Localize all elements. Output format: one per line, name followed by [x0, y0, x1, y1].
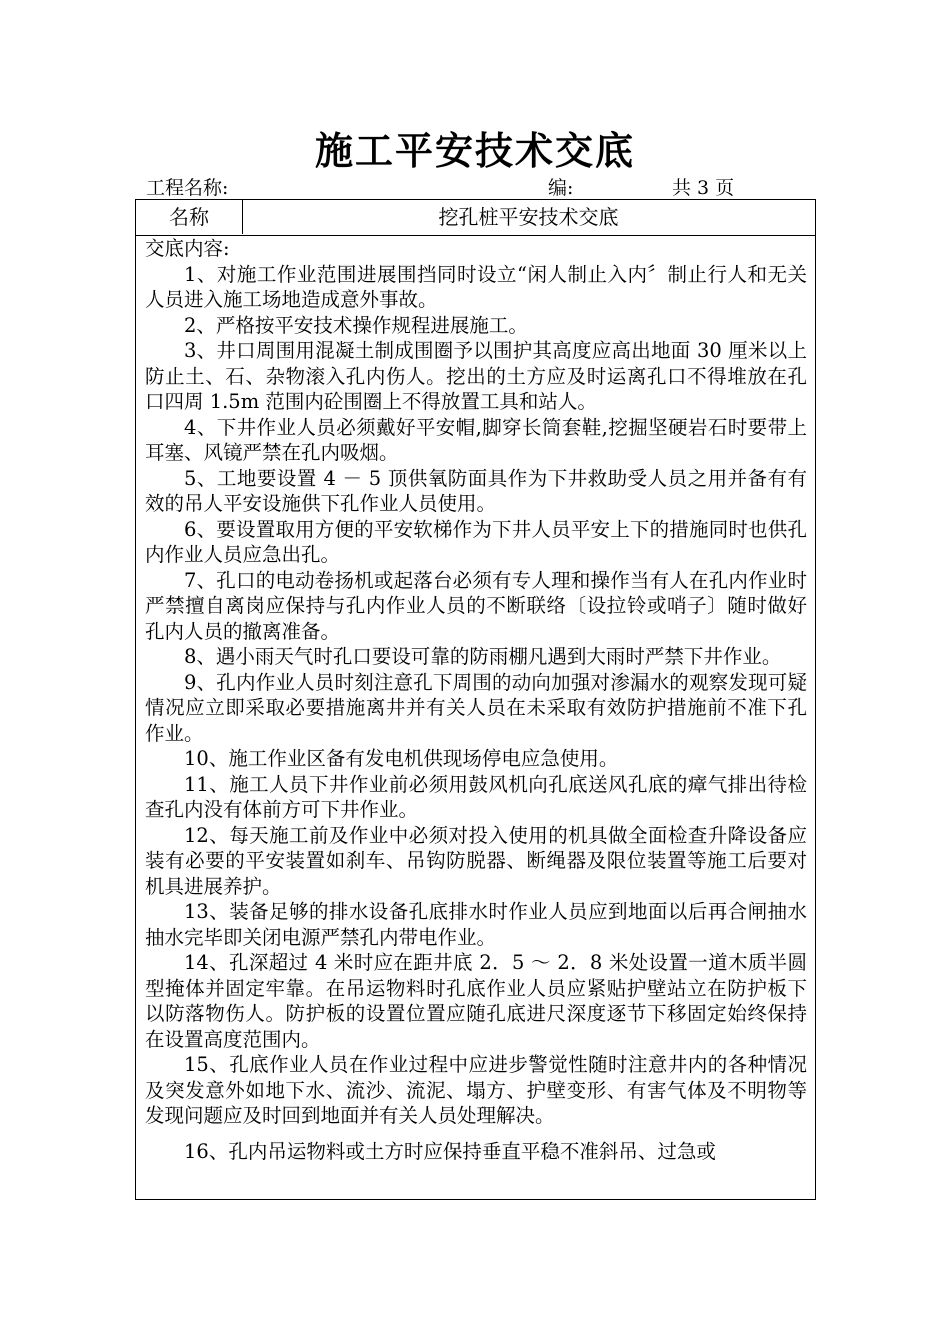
project-name-label: 工程名称: — [146, 177, 229, 199]
paragraph-9: 9、孔内作业人员时刻注意孔下周围的动向加强对渗漏水的观察发现可疑情况应立即采取必要措施离井并有关人员在未采取有效防护措施前不准下孔作业。 — [145, 670, 807, 745]
paragraph-8: 8、遇小雨天气时孔口要设可靠的防雨棚凡遇到大雨时严禁下井作业。 — [184, 645, 782, 668]
paragraph-14: 14、孔深超过 4 米时应在距井底 2．5 ～ 2．8 米处设置一道木质半圆型掩体并固定牢靠。在吊运物料时孔底作业人员应紧贴护壁站立在防护板下以防落物伤人。防护板的设置位置应随孔底进尺深度逐节下移固定始终保持在设置高度范围内。 — [145, 951, 807, 1051]
page-count: 共 3 页 — [672, 177, 735, 199]
document-title: 施工平安技术交底 — [314, 128, 635, 173]
name-row — [136, 200, 815, 236]
paragraph-10: 10、施工作业区备有发电机供现场停电应急使用。 — [184, 747, 619, 770]
paragraph-2: 2、严格按平安技术操作规程进展施工。 — [184, 313, 528, 337]
paragraph-12: 12、每天施工前及作业中必须对投入使用的机具做全面检查升降设备应装有必要的平安装置如刹车、吊钩防脱器、断绳器及限位装置等施工后要对机具进展养护。 — [145, 823, 807, 898]
paragraph-11: 11、施工人员下井作业前必须用鼓风机向孔底送风孔底的瘴气排出待检查孔内没有体前方可下井作业。 — [145, 772, 807, 821]
paragraph-1: 1、对施工作业范围进展围挡同时设立“闲人制止入内〞制止行人和无关人员进入施工场地造成意外事故。 — [145, 262, 807, 311]
name-label: 名称 — [136, 200, 243, 234]
paragraph-3: 3、井口周围用混凝土制成围圈予以围护其高度应高出地面 30 厘米以上防止土、石、杂物滚入孔内伤人。挖出的土方应及时运离孔口不得堆放在孔口四周 1.5m 范围内砼围圈上不得放置工具和站人。 — [145, 339, 807, 413]
paragraph-5: 5、工地要设置 4 － 5 顶供氧防面具作为下井救助受人员之用并备有有效的吊人平安设施供下孔作业人员使用。 — [145, 466, 807, 515]
paragraph-7: 7、孔口的电动卷扬机或起落台必须有专人理和操作当有人在孔内作业时严禁擅自离岗应保持与孔内作业人员的不断联络〔设拉铃或哨子〕随时做好孔内人员的撤离准备。 — [145, 568, 807, 643]
code-label: 编: — [548, 177, 574, 199]
paragraph-6: 6、要设置取用方便的平安软梯作为下井人员平安上下的措施同时也供孔内作业人员应急出孔。 — [145, 517, 807, 566]
content-cell — [145, 236, 807, 1164]
name-value: 挖孔桩平安技术交底 — [438, 205, 619, 229]
paragraph-4: 4、下井作业人员必须戴好平安帽,脚穿长筒套鞋,挖掘坚硬岩石时要带上耳塞、风镜严禁在孔内吸烟。 — [145, 415, 807, 464]
paragraph-13: 13、装备足够的排水设备孔底排水时作业人员应到地面以后再合闸抽水抽水完毕即关闭电源严禁孔内带电作业。 — [145, 900, 807, 949]
disclosure-table — [135, 199, 816, 1200]
paragraph-15: 15、孔底作业人员在作业过程中应进步警觉性随时注意井内的各种情况及突发意外如地下水、流沙、流泥、塌方、护壁变形、有害气体及不明物等发现问题应及时回到地面并有关人员处理解决。 — [145, 1053, 807, 1127]
content-label: 交底内容: — [145, 237, 230, 260]
paragraph-16: 16、孔内吊运物料或土方时应保持垂直平稳不准斜吊、过急或 — [184, 1139, 716, 1163]
